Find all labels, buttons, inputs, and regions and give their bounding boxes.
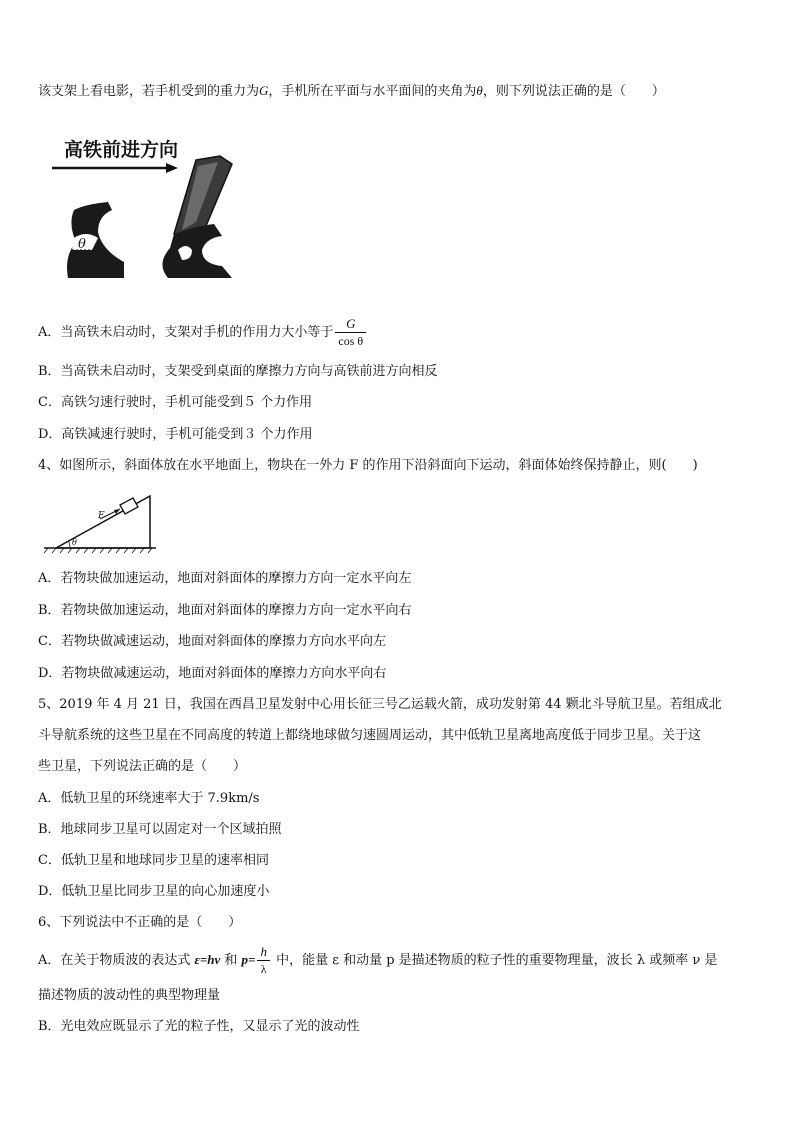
direction-label: 高铁前进方向 (64, 139, 179, 161)
incline-illustration (42, 488, 162, 554)
q3-option-c: C．高铁匀速行驶时，手机可能受到５ 个力作用 (38, 395, 313, 410)
fraction-denominator: cos θ (338, 334, 364, 348)
right-stand-shape (162, 224, 232, 278)
q3-option-a (38, 316, 368, 348)
intro-text-prefix: 该支架上看电影，若手机受到的重力为 (38, 84, 260, 99)
q5-option-c: C．低轨卫星和地球同步卫星的速率相同 (38, 853, 269, 868)
q5-stem-line-2: 斗导航系统的这些卫星在不同高度的转道上都绕地球做匀速圆周运动，其中低轨卫星离地高度低于同步卫星。关于这 (38, 728, 702, 743)
q3-option-a-text: A．当高铁未启动时，支架对手机的作用力大小等于 (38, 325, 334, 340)
q5-option-d: D．低轨卫星比同步卫星的向心加速度小 (38, 884, 270, 899)
q4-option-b: B．若物块做加速运动，地面对斜面体的摩擦力方向一定水平向右 (38, 603, 412, 618)
q4-option-d: D．若物块做减速运动，地面对斜面体的摩擦力方向水平向右 (38, 666, 387, 681)
planck-numerator: h (257, 944, 270, 961)
phone-stand-illustration (46, 126, 246, 306)
q4-option-a: A．若物块做加速运动，地面对斜面体的摩擦力方向一定水平向左 (38, 571, 412, 586)
q6-option-a-line-1 (38, 940, 717, 980)
q4-stem: 4、如图所示，斜面体放在水平地面上，物块在一外力 F 的作用下沿斜面向下运动，斜面体始终保持静止，则( ) (38, 458, 698, 473)
q5-stem-line-3: 些卫星，下列说法正确的是（ ） (38, 759, 247, 774)
q6-option-b: B．光电效应既显示了光的粒子性，又显示了光的波动性 (38, 1019, 360, 1034)
q5-option-b: B．地球同步卫星可以固定对一个区域拍照 (38, 822, 282, 837)
incline-angle-label: θ (72, 538, 77, 547)
q4-option-c: C．若物块做减速运动，地面对斜面体的摩擦力方向水平向左 (38, 634, 386, 649)
incline-figure (42, 488, 162, 554)
wavelength-denominator: λ (260, 962, 267, 976)
direction-arrow-head (166, 163, 178, 173)
intro-text-middle: ，手机所在平面与水平面间的夹角为 (268, 84, 477, 99)
angle-symbol: θ (476, 83, 483, 98)
stand-angle-label: θ (78, 237, 86, 252)
q3-option-b: B．当高铁未启动时，支架受到桌面的摩擦力方向与高铁前进方向相反 (38, 364, 438, 379)
energy-equation: ε=hν (194, 952, 221, 967)
intro-text-suffix: ，则下列说法正确的是（ ） (482, 84, 665, 99)
q5-stem-line-1: 5、2019 年 4 月 21 日，我国在西昌卫星发射中心用长征三号乙运载火箭，成功发射第 44 颗北斗导航卫星。若组成北 (38, 697, 722, 712)
q6-option-a-rest: 中，能量 ε 和动量 p 是描述物质的粒子性的重要物理量，波长 λ 或频率 ν 是 (271, 953, 718, 968)
fraction-numerator: G (335, 316, 366, 333)
q3-option-d: D．高铁减速行驶时，手机可能受到３ 个力作用 (38, 427, 313, 442)
force-label: F (98, 511, 105, 521)
g-over-cos-theta (335, 316, 366, 349)
phone-stand-figure (46, 126, 246, 306)
intro-line (38, 82, 665, 101)
q6-option-a-line-2: 描述物质的波动性的典型物理量 (38, 988, 221, 1003)
q5-option-a: A．低轨卫星的环绕速率大于 7.9km/s (38, 791, 260, 806)
gravity-symbol: G (259, 83, 269, 98)
momentum-equation-left: p= (241, 952, 256, 967)
q6-and-text: 和 (220, 953, 242, 968)
q6-stem: 6、下列说法中不正确的是（ ） (38, 915, 242, 930)
q6-option-a-prefix: A．在关于物质波的表达式 (38, 953, 195, 968)
h-over-lambda (257, 944, 270, 977)
